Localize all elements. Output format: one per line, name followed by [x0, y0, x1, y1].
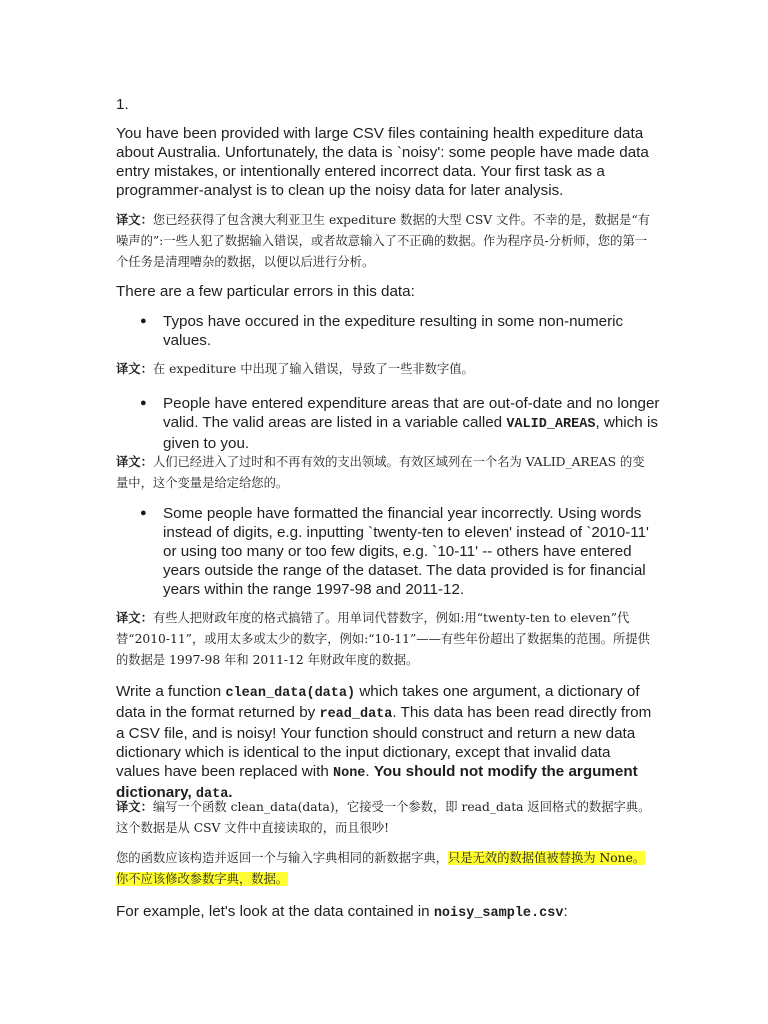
function-text-d: . — [365, 763, 374, 780]
function-translation-2-text: 您的函数应该构造并返回一个与输入字典相同的新数据字典， — [116, 851, 449, 865]
bullet-areas-translation — [116, 451, 656, 494]
do-not-modify-warning: You should not modify the argument dictionary, — [116, 763, 638, 801]
data-code: data — [195, 787, 229, 802]
translation-label: 译文： — [116, 454, 153, 469]
function-paragraph — [116, 682, 656, 804]
bullet-typos: Typos have occured in the expediture resulting in some non-numeric values. — [163, 313, 624, 349]
none-code: None — [333, 766, 366, 781]
valid-areas-code: VALID_AREAS — [506, 417, 596, 432]
intro-translation-text: 您已经获得了包含澳大利亚卫生 expediture 数据的大型 CSV 文件。不幸的是，数据是“有噪声的”:一些人犯了数据输入错误，或者故意输入了不正确的数据。作为程序员-分析师，您的第一个任务是清理嘈杂的数据，以便以后进行分析。 — [116, 213, 650, 269]
errors-heading: There are a few particular errors in this data: — [116, 283, 415, 300]
example-text-a: For example, let's look at the data contained in — [116, 903, 434, 920]
function-text-e: . — [228, 784, 233, 801]
example-paragraph — [116, 902, 656, 923]
bullet-years-translation-text: 有些人把财政年度的格式搞错了。用单词代替数字，例如:用“twenty-ten to eleven”代替“2010-11”，或用太多或太少的数字，例如:“10-11”——有些年份超出了数据集的范围。所提供的数据是 1997-98 年和 2011-12 年财政年度的数据。 — [116, 611, 650, 667]
function-text-c: . This data has been read directly from a CSV file, and is noisy! Your function should construct and return a new data dictionary which is identical to the input dictionary, except that invalid data values have been replaced with — [116, 704, 652, 780]
highlighted-translation: 只是无效的数据值被替换为 None。你不应该修改参数字典，数据。 — [116, 851, 646, 886]
bullet-typos-translation-text: 在 expediture 中出现了输入错误，导致了一些非数字值。 — [152, 362, 474, 376]
function-text-a: Write a function — [116, 683, 226, 700]
function-text-b: which takes one argument, a dictionary of data in the format returned by — [116, 683, 640, 721]
translation-label: 译文： — [116, 799, 153, 814]
bullet-icon: ● — [140, 397, 147, 409]
translation-label: 译文： — [116, 212, 153, 227]
noisy-sample-code: noisy_sample.csv — [433, 906, 564, 921]
function-translation — [116, 796, 656, 839]
function-translation-text: 编写一个函数 clean_data(data)，它接受一个参数，即 read_data 返回格式的数据字典。这个数据是从 CSV 文件中直接读取的，而且很吵! — [116, 800, 651, 835]
bullet-icon: ● — [140, 507, 147, 519]
bullet-areas-translation-text: 人们已经进入了过时和不再有效的支出领域。有效区域列在一个名为 VALID_AREAS 的变量中，这个变量是给定给您的。 — [116, 455, 645, 490]
read-data-code: read_data — [319, 707, 393, 722]
translation-label: 译文： — [116, 361, 153, 376]
translation-label: 译文： — [116, 610, 153, 625]
bullet-areas-text-a: People have entered expenditure areas that are out-of-date and no longer valid. The valid areas are listed in a variable called — [163, 395, 660, 431]
bullet-areas-text-b: , which is given to you. — [163, 414, 658, 452]
bullet-icon: ● — [140, 315, 147, 327]
bullet-years-translation — [116, 607, 656, 671]
question-number: 1. — [116, 96, 129, 113]
bullet-years: Some people have formatted the financial year incorrectly. Using words instead of digits, e.g. inputting `twenty-ten to eleven' instead of `2010-11' or using too many or too few digits, e.g. `10-11' -- others have entered years outside the range of the dataset. The data provided is for financial years within the range 1997-98 and 2011-12. — [163, 505, 649, 598]
function-translation-2 — [116, 848, 656, 890]
intro-translation — [116, 209, 656, 273]
bullet-areas — [163, 394, 663, 453]
intro-paragraph: You have been provided with large CSV files containing health expediture data about Australia. Unfortunately, the data is `noisy': some people have made data entry mistakes, or intentionally entered incorrect data. Your first task as a programmer-analyst is to clean up the noisy data for later analysis. — [116, 125, 649, 199]
clean-data-code: clean_data(data) — [225, 686, 356, 701]
bullet-typos-translation — [116, 358, 656, 380]
example-text-b: : — [563, 903, 568, 920]
